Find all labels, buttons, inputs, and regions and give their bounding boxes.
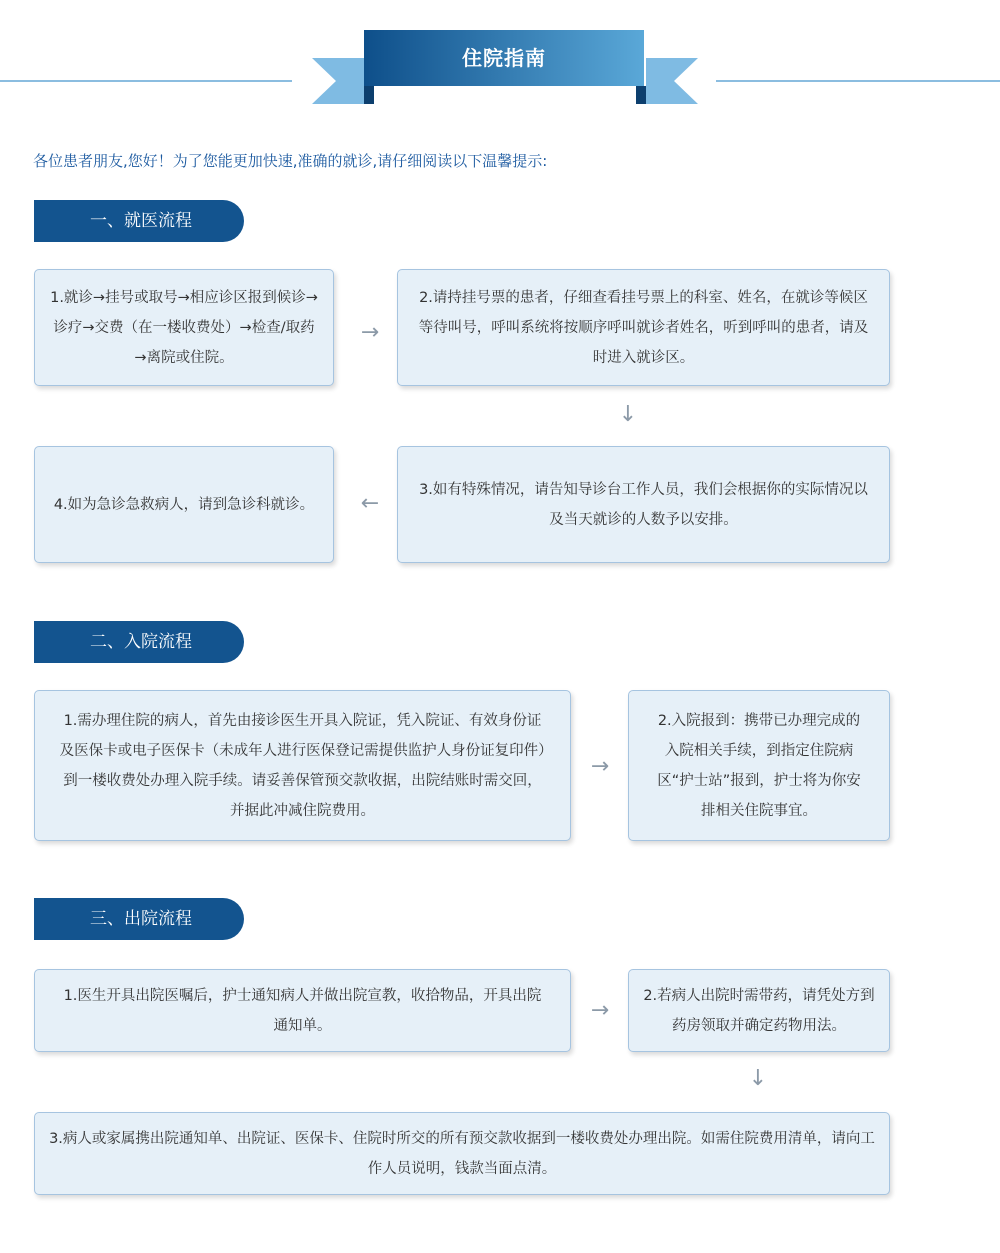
section-title-label: 三、出院流程 (90, 909, 192, 929)
visit-step-2 (397, 269, 890, 386)
step-text: 3.如有特殊情况，请告知导诊台工作人员，我们会根据你的实际情况以及当天就诊的人数予以安排。 (419, 481, 868, 528)
step-text: 4.如为急诊急救病人，请到急诊科就诊。 (53, 496, 315, 513)
section-title-discharge-process (34, 898, 244, 940)
step-text: 2.请持挂号票的患者，仔细查看挂号票上的科室、姓名，在就诊等候区等待叫号，呼叫系统将按顺序呼叫就诊者姓名，听到呼叫的患者，请及时进入就诊区。 (418, 289, 869, 366)
arrow-left-icon: ← (360, 491, 380, 516)
visit-step-3 (397, 446, 890, 563)
admission-step-1 (34, 690, 571, 841)
section-title-label: 一、就医流程 (90, 211, 192, 231)
step-text: 1.就诊→挂号或取号→相应诊区报到候诊→诊疗→交费（在一楼收费处）→检查/取药→离院或住院。 (50, 289, 318, 366)
discharge-step-1 (34, 969, 571, 1052)
intro-text: 各位患者朋友,您好！为了您能更加快速,准确的就诊,请仔细阅读以下温馨提示: (33, 152, 548, 170)
visit-step-1 (34, 269, 334, 386)
step-text: 1.医生开具出院医嘱后，护士通知病人并做出院宣教，收拾物品，开具出院通知单。 (63, 987, 542, 1034)
step-text: 3.病人或家属携出院通知单、出院证、医保卡、住院时所交的所有预交款收据到一楼收费处办理出院。如需住院费用清单，请向工作人员说明，钱款当面点清。 (49, 1130, 875, 1177)
header-line-right (716, 80, 1000, 82)
section-title-admission-process (34, 621, 244, 663)
step-text: 1.需办理住院的病人，首先由接诊医生开具入院证，凭入院证、有效身份证及医保卡或电子医保卡（未成年人进行医保登记需提供监护人身份证复印件）到一楼收费处办理入院手续。请妥善保管预交款收据，出院结账时需交回，并据此冲减住院费用。 (59, 712, 546, 819)
admission-step-2 (628, 690, 890, 841)
discharge-step-2 (628, 969, 890, 1052)
section-title-visit-process (34, 200, 244, 242)
arrow-down-icon: ↓ (748, 1066, 768, 1091)
arrow-right-icon: → (590, 998, 610, 1023)
arrow-right-icon: → (360, 320, 380, 345)
step-text: 2.若病人出院时需带药，请凭处方到药房领取并确定药物用法。 (643, 987, 875, 1034)
visit-step-4 (34, 446, 334, 563)
step-text: 2.入院报到：携带已办理完成的入院相关手续，到指定住院病区“护士站”报到，护士将为你安排相关住院事宜。 (657, 712, 861, 819)
header-line-left (0, 80, 292, 82)
arrow-down-icon: ↓ (618, 402, 638, 427)
arrow-right-icon: → (590, 754, 610, 779)
page-title: 住院指南 (462, 46, 546, 70)
section-title-label: 二、入院流程 (90, 632, 192, 652)
discharge-step-3 (34, 1112, 890, 1195)
